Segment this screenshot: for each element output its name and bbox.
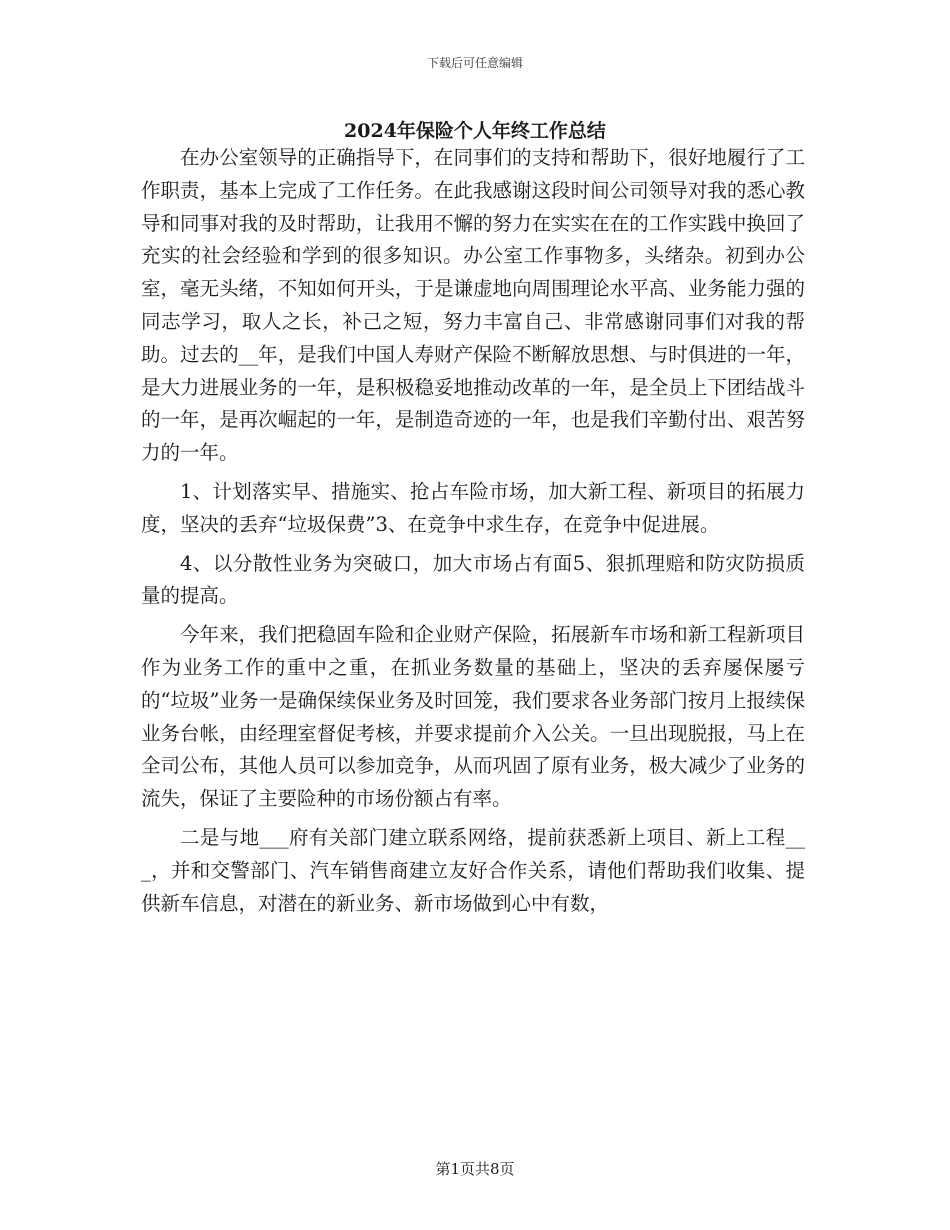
paragraph-this-year: 今年来，我们把稳固车险和企业财产保险，拓展新车市场和新工程新项目作为业务工作的重中之重，在抓业务数量的基础上，坚决的丢弃屡保屡亏的“垃圾”业务一是确保续保业务及时回笼，我们要求各业务部门按月上报续保业务台帐，由经理室督促考核，并要求提前介入公关。一旦出现脱报，马上在全司公布，其他人员可以参加竞争，从而巩固了原有业务，极大减少了业务的流失，保证了主要险种的市场份额占有率。 [141,623,805,811]
paragraph-item-4: 4、以分散性业务为突破口，加大市场占有面5、狠抓理赔和防灾防损质量的提高。 [141,551,805,608]
paragraph-item-1: 1、计划落实早、措施实、抢占车险市场，加大新工程、新项目的拓展力度，坚决的丢弃“垃圾保费”3、在竞争中求生存，在竞争中促进展。 [141,479,805,536]
paragraph-intro: 在办公室领导的正确指导下，在同事们的支持和帮助下，很好地履行了工作职责，基本上完成了工作任务。在此我感谢这段时间公司领导对我的悉心教导和同事对我的及时帮助，让我用不懈的努力在实实在在的工作实践中换回了充实的社会经验和学到的很多知识。办公室工作事物多，头绪杂。初到办公室，毫无头绪，不知如何开头，于是谦虚地向周围理论水平高、业务能力强的同志学习，取人之长，补己之短，努力丰富自己、非常感谢同事们对我的帮助。过去的__年，是我们中国人寿财产保险不断解放思想、与时俱进的一年，是大力进展业务的一年，是积极稳妥地推动改革的一年，是全员上下团结战斗的一年，是再次崛起的一年，是制造奇迹的一年，也是我们辛勤付出、艰苦努力的一年。 [141,146,805,465]
paragraph-point-two: 二是与地___府有关部门建立联系网络，提前获悉新上项目、新上工程___，并和交警部门、汽车销售商建立友好合作关系，请他们帮助我们收集、提供新车信息，对潜在的新业务、新市场做到心中有数， [141,825,805,915]
document-body [141,142,805,920]
document-title: 2024年保险个人年终工作总结 [344,120,606,142]
header-note: 下载后可任意编辑 [426,56,523,70]
page-number: 第1页共8页 [435,1160,515,1178]
